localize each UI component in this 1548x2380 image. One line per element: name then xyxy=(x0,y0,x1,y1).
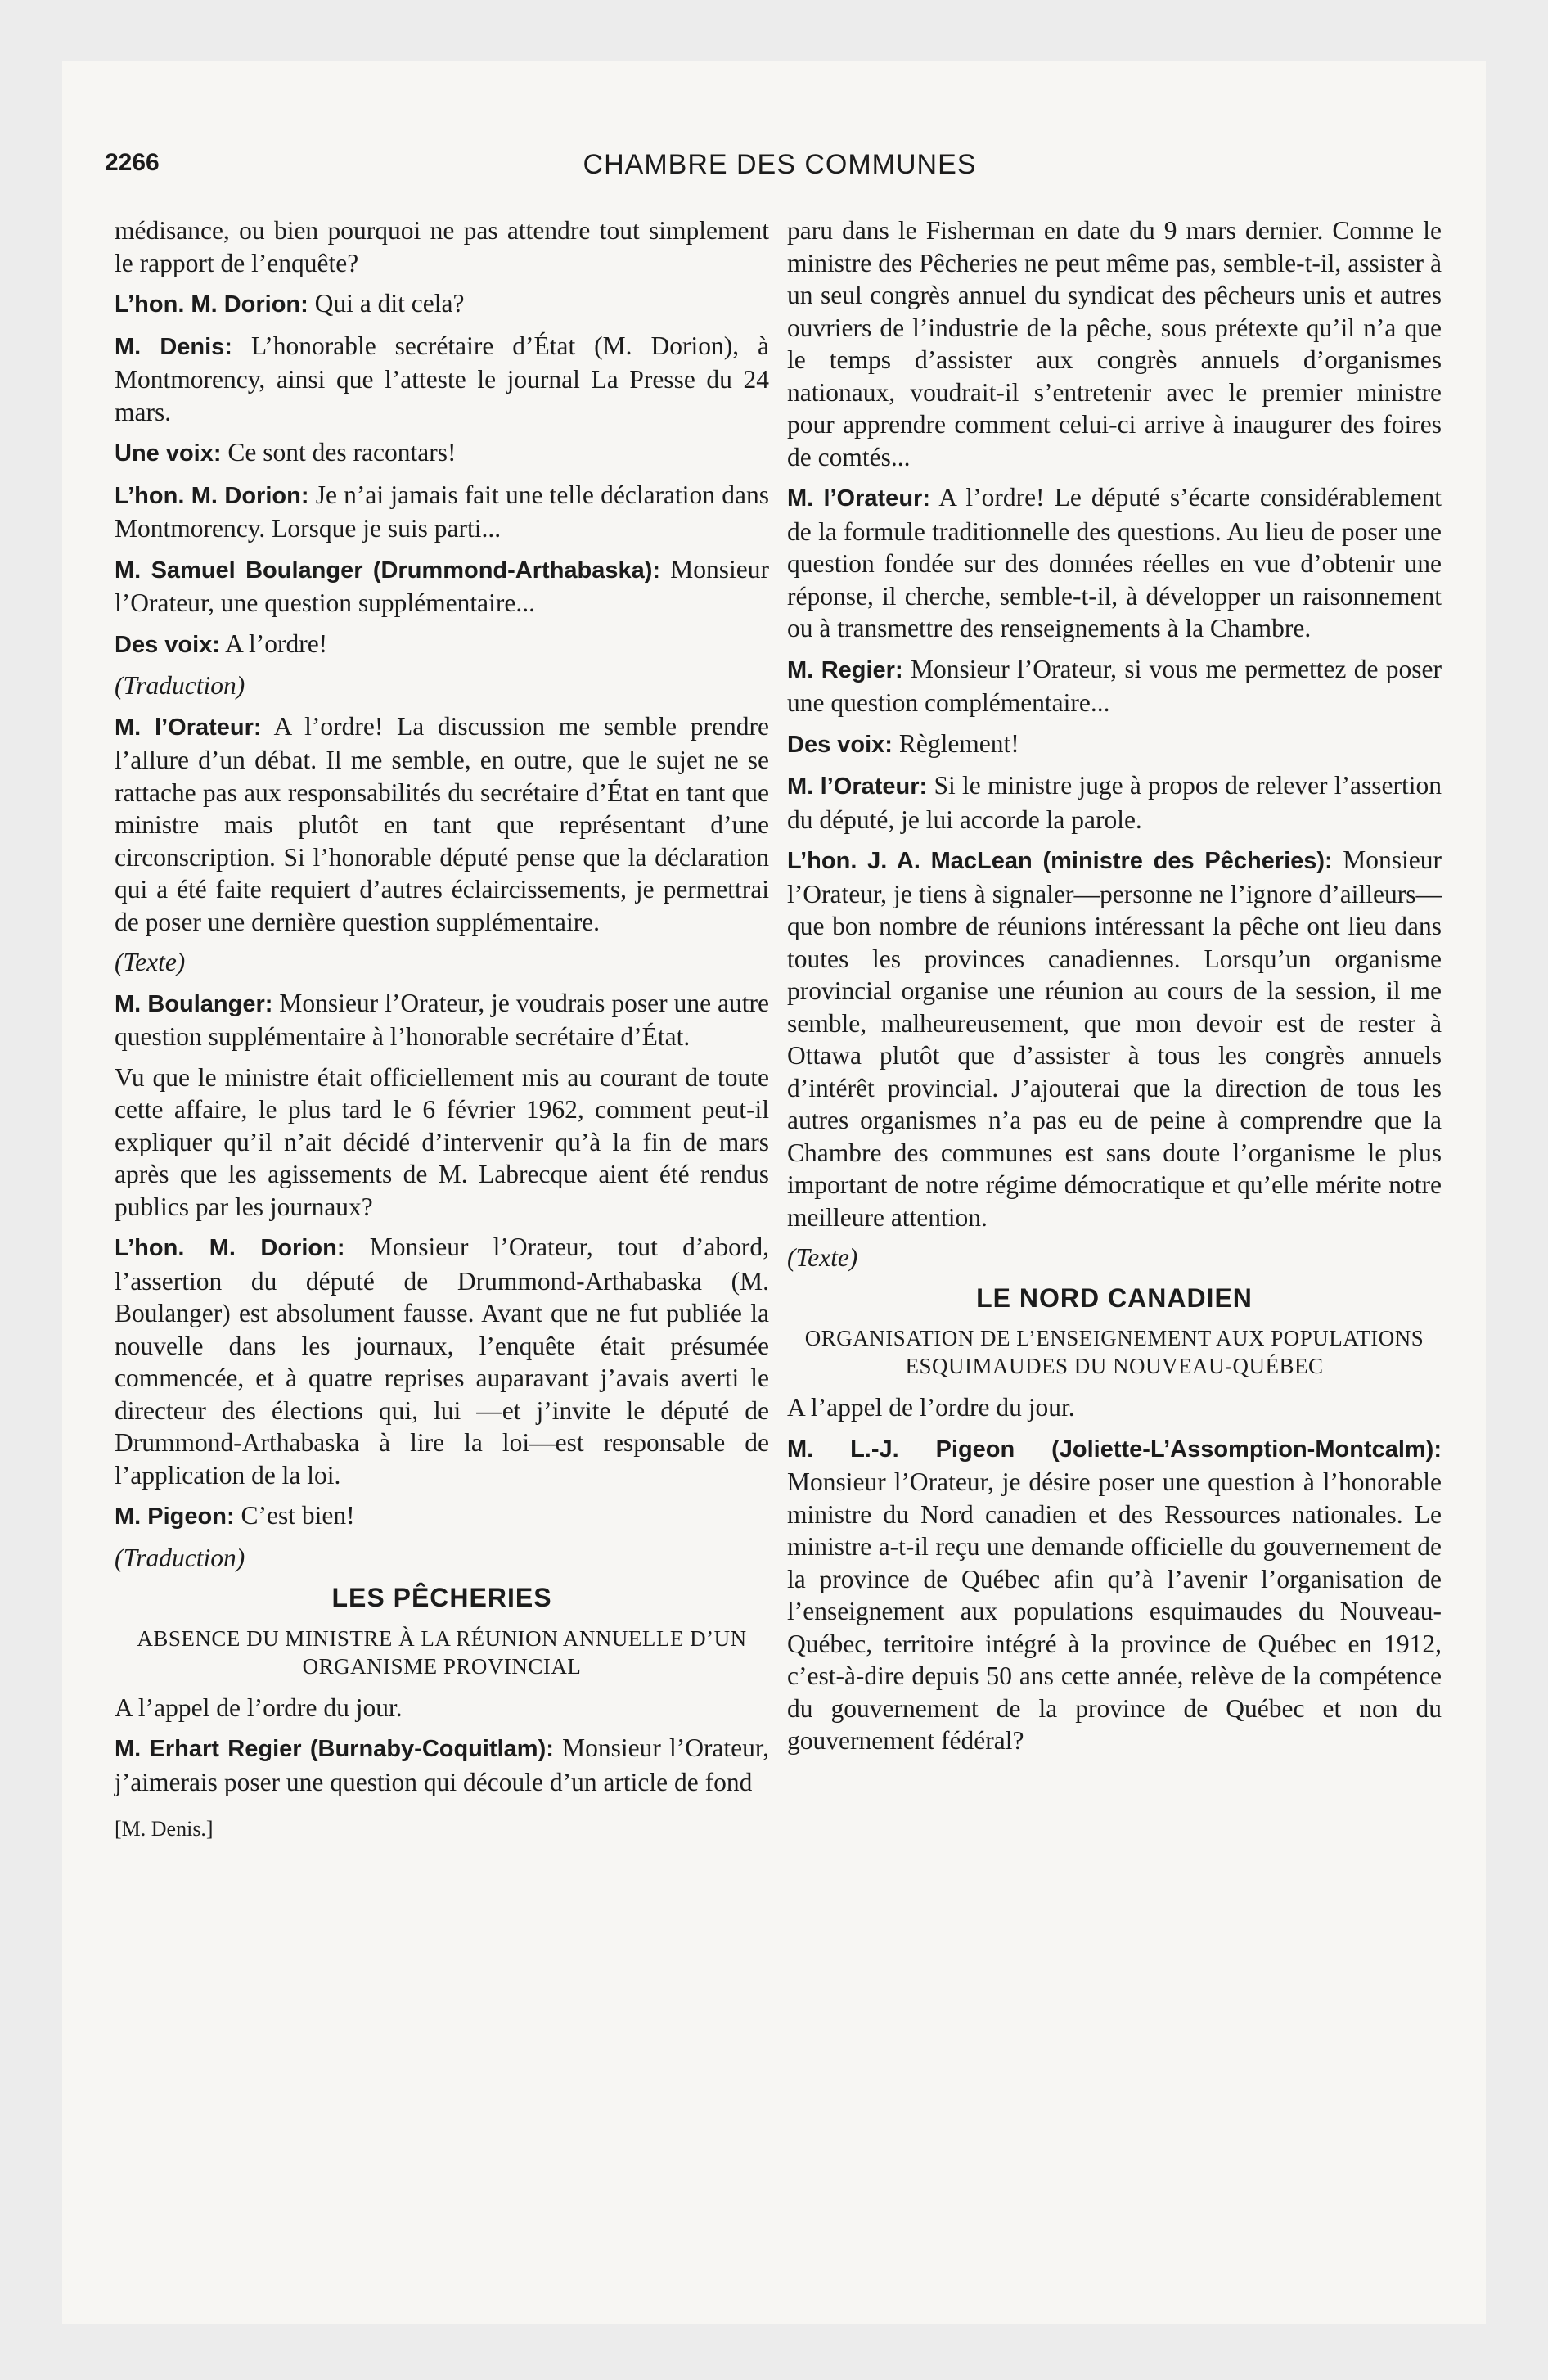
page-header xyxy=(105,149,1455,185)
paragraph-text: paru dans le Fisherman en date du 9 mars dernier. Comme le ministre des Pêcheries ne peut même pas, semble-t-il, assister à un seul congrès annuel du syndicat des pêcheurs unis et autres ouvriers de l’industrie de la pêche, sous prétexte qu’il n’a que le temps d’assister aux congrès annuels d’organismes nationaux, voudrait-il s’entretenir avec le premier ministre pour apprendre comment celui-ci arrive à inaugurer des foires de comtés... xyxy=(787,216,1442,471)
left-column xyxy=(115,214,769,1846)
speaker-name: M. l’Orateur: xyxy=(787,773,928,800)
paragraph xyxy=(115,1732,769,1798)
paragraph xyxy=(115,1692,769,1724)
speaker-name: M. Pigeon: xyxy=(115,1503,235,1530)
section-heading: LES PÊCHERIES xyxy=(331,1583,552,1612)
page-number: 2266 xyxy=(105,149,160,176)
paragraph-text: Règlement! xyxy=(898,728,1019,758)
paragraph xyxy=(115,553,769,620)
paragraph-text: Monsieur l’Orateur, tout d’abord, l’assertion du député de Drummond-Arthabaska (M. Boulanger) est absolument fausse. Avant que ne fut publiée la nouvelle dans les journaux, l’enquête était présumée commencée, et à quatre reprises auparavant j’avais averti le directeur des élections qui, lui —et j’invite le député de Drummond-Arthabaska à lire la loi—est responsable de l’application de la loi. xyxy=(115,1233,769,1490)
running-head: CHAMBRE DES COMMUNES xyxy=(583,149,977,180)
paragraph-text: A l’appel de l’ordre du jour. xyxy=(115,1693,403,1722)
speaker-name: M. Boulanger: xyxy=(115,990,273,1017)
paragraph-text: médisance, ou bien pourquoi ne pas attendre tout simplement le rapport de l’enquête? xyxy=(115,216,769,277)
paragraph xyxy=(115,436,769,471)
paragraph-text: L’honorable secrétaire d’État (M. Dorion), à Montmorency, ainsi que l’atteste le journal La Presse du 24 mars. xyxy=(115,331,769,426)
speaker-name: L’hon. M. Dorion: xyxy=(115,1235,345,1261)
speaker-name: Des voix: xyxy=(787,731,893,758)
speaker-name: Une voix: xyxy=(115,440,222,467)
paragraph-text: Je n’ai jamais fait une telle déclaration dans Montmorency. Lorsque je suis parti... xyxy=(115,480,769,543)
language-tag: (Texte) xyxy=(787,1243,858,1272)
paragraph-text: A l’ordre! Le député s’écarte considérablement de la formule traditionnelle des questions. Au lieu de poser une question fondée sur des données réelles en vue d’obtenir une réponse, il cherche, semble-t-il, à développer un raisonnement ou à transmettre des renseignements à la Chambre. xyxy=(787,483,1442,642)
speaker-name: M. Erhart Regier (Burnaby-Coquitlam): xyxy=(115,1736,554,1762)
language-tag: (Texte) xyxy=(115,948,186,976)
speaker-name: M. l’Orateur: xyxy=(787,485,930,512)
speaker-name: L’hon. M. Dorion: xyxy=(115,482,309,509)
paragraph-text: Monsieur l’Orateur, je voudrais poser une autre question supplémentaire à l’honorable secrétaire d’État. xyxy=(115,988,769,1051)
paragraph xyxy=(115,287,769,322)
paragraph xyxy=(115,479,769,545)
paragraph xyxy=(115,987,769,1053)
speaker-name: M. Denis: xyxy=(115,333,232,360)
paragraph xyxy=(787,1391,1442,1424)
speaker-name: L’hon. J. A. MacLean (ministre des Pêcheries): xyxy=(787,848,1333,874)
paragraph xyxy=(787,653,1442,719)
paragraph xyxy=(115,214,769,279)
paragraph-text: Si le ministre juge à propos de relever l’assertion du député, je lui accorde la parole. xyxy=(787,771,1442,834)
section-subheading: ABSENCE DU MINISTRE À LA RÉUNION ANNUELLE D’UN ORGANISME PROVINCIAL xyxy=(137,1625,747,1679)
speaker-name: M. L.-J. Pigeon (Joliette-L’Assomption-Montcalm): xyxy=(787,1436,1442,1463)
paragraph-text: Qui a dit cela? xyxy=(314,289,465,318)
paragraph xyxy=(787,481,1442,645)
language-tag: (Traduction) xyxy=(115,671,245,700)
speaker-name: M. Regier: xyxy=(787,656,903,683)
paragraph-text: Vu que le ministre était officiellement mis au courant de toute cette affaire, le plus tard le 6 février 1962, comment peut-il expliquer qu’il n’ait décidé d’intervenir qu’à la fin de mars après que les agissements de M. Labrecque aient été rendus publics par les journaux? xyxy=(115,1062,769,1221)
paragraph-text: C’est bien! xyxy=(241,1501,355,1530)
paragraph xyxy=(787,1432,1442,1757)
speaker-name: L’hon. M. Dorion: xyxy=(115,291,308,318)
paragraph xyxy=(115,1499,769,1534)
paragraph xyxy=(115,710,769,939)
paragraph xyxy=(115,1062,769,1224)
paragraph-text: Monsieur l’Orateur, je tiens à signaler—personne ne l’ignore d’ailleurs—que bon nombre de réunions intéressant la pêche ont lieu dans toutes les provinces canadiennes. Lorsqu’un organisme provincial organise une réunion au cours de la session, il me semble, malheureusement, que mon devoir est de rester à Ottawa plutôt que d’assister à tous les congrès annuels d’intérêt provincial. J’ajouterai que la direction de tous les autres organismes n’a pas eu de peine à comprendre que la Chambre des communes est sans doute l’organisme le plus important de notre régime démocratique et qu’elle mérite notre meilleure attention. xyxy=(787,845,1442,1232)
paragraph xyxy=(787,769,1442,836)
paragraph xyxy=(115,330,769,429)
language-tag: (Traduction) xyxy=(115,1543,245,1572)
paragraph xyxy=(115,1231,769,1491)
paragraph xyxy=(115,628,769,662)
footer-speaker-ref: [M. Denis.] xyxy=(115,1817,214,1841)
section-heading: LE NORD CANADIEN xyxy=(976,1282,1253,1313)
speaker-name: M. Samuel Boulanger (Drummond-Arthabaska): xyxy=(115,557,661,584)
paragraph-text: Monsieur l’Orateur, une question supplémentaire... xyxy=(115,554,769,617)
paragraph-text: Ce sont des racontars! xyxy=(227,438,457,467)
paragraph-text: Monsieur l’Orateur, si vous me permettez de poser une question complémentaire... xyxy=(787,654,1442,717)
paragraph-text: A l’ordre! La discussion me semble prendre l’allure d’un débat. Il me semble, en outre, que le sujet ne se rattache pas aux responsabilités du secrétaire d’État en tant que ministre mais plutôt en tant que représentant d’une circonscription. Si l’honorable député pense que la déclaration qui a été faite requiert d’autres éclaircissements, je permettrai de poser une dernière question supplémentaire. xyxy=(115,711,769,936)
section-subheading: ORGANISATION DE L’ENSEIGNEMENT AUX POPULATIONS ESQUIMAUDES DU NOUVEAU-QUÉBEC xyxy=(804,1326,1424,1378)
paragraph-text: Monsieur l’Orateur, je désire poser une question à l’honorable ministre du Nord canadien et des Ressources nationales. Le ministre a-t-il reçu une demande officielle du gouvernement de la province de Québec afin qu’à l’avenir l’organisation de l’enseignement aux populations esquimaudes du Nouveau-Québec, territoire intégré à la province de Québec en 1912, c’est-à-dire depuis 50 ans cette année, relève de la compétence du gouvernement de la province de Québec et non du gouvernement fédéral? xyxy=(787,1467,1442,1755)
paragraph xyxy=(787,214,1442,473)
right-column xyxy=(787,214,1442,1765)
paragraph xyxy=(787,728,1442,762)
paragraph-text: A l’appel de l’ordre du jour. xyxy=(787,1393,1075,1422)
paragraph-text: Monsieur l’Orateur, j’aimerais poser une question qui découle d’un article de fond xyxy=(115,1733,769,1796)
paragraph xyxy=(787,844,1442,1233)
speaker-name: Des voix: xyxy=(115,631,220,658)
paragraph-text: A l’ordre! xyxy=(225,629,328,658)
speaker-name: M. l’Orateur: xyxy=(115,714,262,741)
